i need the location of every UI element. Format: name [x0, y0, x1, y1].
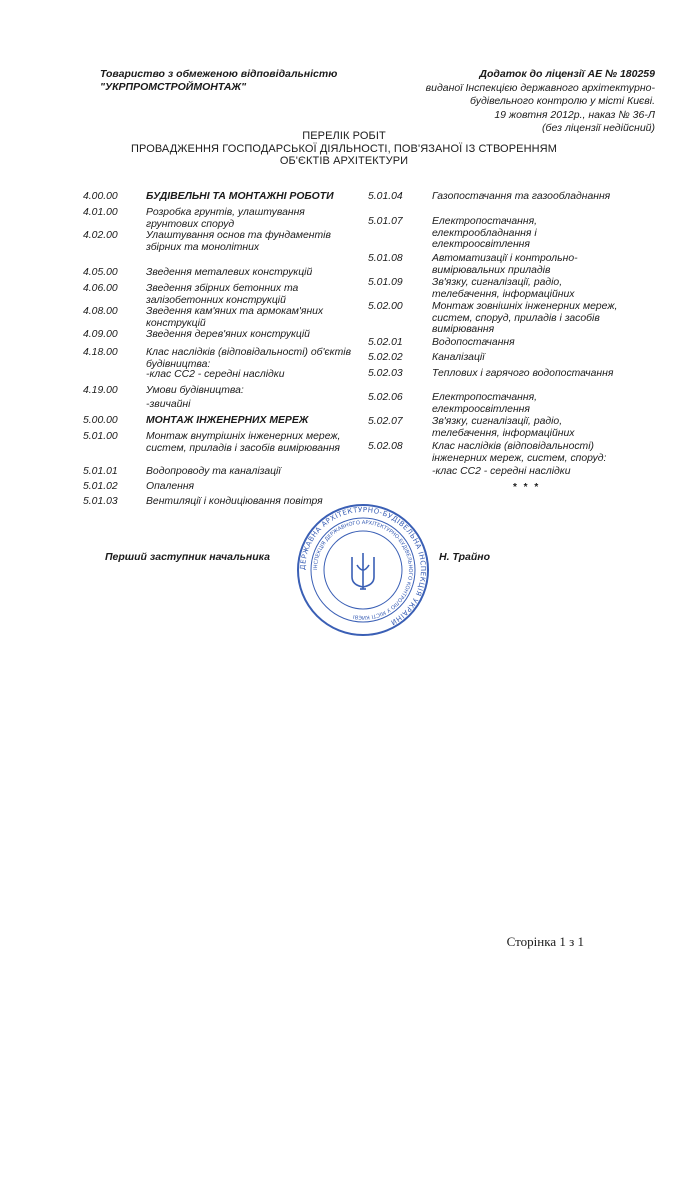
annex-line-4: 19 жовтня 2012р., наказ № 36-Л	[494, 108, 655, 121]
work-description: Зв'язку, сигналізації, радіо, телебачення, інформаційних	[432, 416, 575, 439]
work-description: Опалення	[146, 481, 195, 492]
work-description: Улаштування основ та фундаментів збірних та монолітних	[146, 230, 331, 253]
seal-inner-text: ІНСПЕКЦІЯ ДЕРЖАВНОГО АРХІТЕКТУРНО-БУДІВЕЛЬНОГО КОНТРОЛЮ У МІСТІ КИЄВІ	[312, 519, 414, 621]
work-description: Монтаж внутрішніх інженерних мереж, систем, приладів і засобів вимірювання	[146, 431, 341, 454]
work-code: 5.02.01	[368, 337, 403, 348]
work-description: Зведення кам'яних та армокам'яних конструкцій	[146, 306, 324, 329]
work-description: Теплових і гарячого водопостачання	[432, 368, 614, 379]
work-code: 5.01.09	[368, 277, 403, 288]
work-description: -клас СС2 - середні наслідки	[146, 369, 285, 380]
annex-line-3: будівельного контролю у місті Києві.	[470, 95, 655, 107]
work-description: Водопостачання	[432, 337, 515, 348]
trident-emblem-icon	[352, 553, 374, 589]
work-description: Каналізації	[432, 352, 485, 363]
work-code: 4.18.00	[83, 347, 118, 358]
works-list-right	[368, 191, 628, 491]
document-title	[0, 130, 688, 168]
work-code: 5.02.08	[368, 441, 403, 452]
work-description: Вентиляції і кондиціювання повітря	[146, 496, 323, 507]
signatory-title: Перший заступник начальника	[105, 551, 270, 563]
work-description: Розробка грунтів, улаштування грунтових споруд	[146, 207, 305, 230]
work-code: 5.01.04	[368, 191, 403, 202]
work-code: 5.01.07	[368, 216, 403, 227]
work-description: -клас СС2 - середні наслідки	[432, 466, 571, 477]
work-code: 5.02.06	[368, 392, 403, 403]
title-line-2: ПРОВАДЖЕННЯ ГОСПОДАРСЬКОЇ ДІЯЛЬНОСТІ, ПОВ'ЯЗАНОЇ ІЗ СТВОРЕННЯМ	[131, 142, 557, 155]
work-description: Зведення металевих конструкцій	[146, 267, 313, 278]
seal-outer-text: ДЕРЖАВНА АРХІТЕКТУРНО-БУДІВЕЛЬНА ІНСПЕКЦІЯ УКРАЇНИ	[298, 505, 428, 627]
work-code: 4.05.00	[83, 267, 118, 278]
work-code: 5.02.07	[368, 416, 403, 427]
work-code: 5.02.00	[368, 301, 403, 312]
work-code: 4.09.00	[83, 329, 118, 340]
company-block	[100, 68, 337, 94]
work-description: Зведення дерев'яних конструкцій	[146, 329, 310, 340]
annex-line-2: виданої Інспекцією державного архітектурно-	[425, 81, 655, 94]
official-seal	[296, 503, 430, 637]
work-code: 4.19.00	[83, 385, 118, 396]
work-description: Зведення збірних бетонних та залізобетонних конструкцій	[146, 283, 299, 306]
end-stars: * * *	[513, 482, 541, 493]
work-description: МОНТАЖ ІНЖЕНЕРНИХ МЕРЕЖ	[146, 415, 309, 426]
work-description: Електропостачання, електрообладнання і електроосвітлення	[432, 216, 538, 251]
works-list-left	[83, 191, 353, 531]
work-description: Клас наслідків (відповідальності) інженерних мереж, систем, споруд:	[432, 441, 607, 464]
work-code: 4.06.00	[83, 283, 118, 294]
work-code: 4.01.00	[83, 207, 118, 218]
work-code: 5.01.00	[83, 431, 118, 442]
license-annex-block	[385, 68, 655, 136]
annex-line-1: Додаток до ліцензії АЕ № 180259	[479, 68, 655, 80]
work-code: 5.02.03	[368, 368, 403, 379]
work-description: Електропостачання, електроосвітлення	[432, 392, 538, 415]
work-description: -звичайні	[146, 399, 191, 410]
work-code: 5.01.01	[83, 466, 118, 477]
work-code: 5.02.02	[368, 352, 403, 363]
work-description: Газопостачання та газообладнання	[432, 191, 611, 202]
annex-line-5: (без ліцензії недійсний)	[542, 122, 655, 134]
work-description: Водопроводу та каналізації	[146, 466, 281, 477]
page-number: Сторінка 1 з 1	[506, 934, 584, 949]
work-code: 5.01.03	[83, 496, 118, 507]
work-code: 4.08.00	[83, 306, 118, 317]
work-description: Умови будівництва:	[146, 385, 244, 396]
title-line-1: ПЕРЕЛІК РОБІТ	[302, 130, 386, 142]
work-code: 5.00.00	[83, 415, 118, 426]
work-code: 4.02.00	[83, 230, 118, 241]
title-line-3: ОБ'ЄКТІВ АРХІТЕКТУРИ	[279, 155, 409, 167]
work-code: 5.01.02	[83, 481, 118, 492]
company-name: "УКРПРОМСТРОЙМОНТАЖ"	[100, 81, 247, 93]
work-description: Зв'язку, сигналізації, радіо, телебачення, інформаційних	[432, 277, 575, 300]
work-description: БУДІВЕЛЬНІ ТА МОНТАЖНІ РОБОТИ	[146, 191, 334, 202]
work-description: Клас наслідків (відповідальності) об'єктів будівництва:	[146, 347, 352, 370]
work-description: Монтаж зовнішніх інженерних мереж, систем, споруд, приладів і засобів вимірювання	[432, 301, 618, 336]
signatory-name: Н. Трайно	[439, 551, 490, 563]
work-code: 5.01.08	[368, 253, 403, 264]
company-line-1: Товариство з обмеженою відповідальністю	[100, 68, 338, 80]
work-code: 4.00.00	[83, 191, 118, 202]
work-description: Автоматизації і контрольно-вимірювальних приладів	[432, 253, 578, 276]
